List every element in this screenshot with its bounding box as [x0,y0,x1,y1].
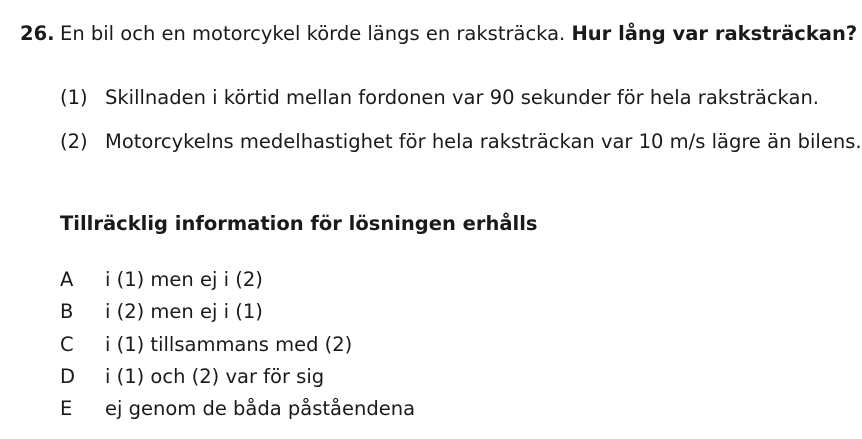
question [20,22,857,45]
statement-1 [60,86,819,109]
statement-number: (1) [60,86,88,109]
question-text: En bil och en motorcykel körde längs en raksträcka. [60,22,566,45]
option-b [60,300,263,323]
option-e [60,397,415,420]
statement-number: (2) [60,130,88,153]
option-letter: A [60,268,74,291]
option-a [60,268,263,291]
question-number: 26. [20,22,55,45]
option-letter: B [60,300,74,323]
option-text: i (2) men ej i (1) [105,300,263,323]
option-text: i (1) tillsammans med (2) [105,333,353,356]
statement-text: Skillnaden i körtid mellan fordonen var 90 sekunder för hela raksträckan. [105,86,820,109]
option-letter: E [60,397,73,420]
instruction-heading: Tillräcklig information för lösningen erhålls [60,212,538,235]
option-c [60,333,352,356]
option-text: i (1) och (2) var för sig [105,365,325,388]
statement-2 [60,130,862,153]
option-d [60,365,324,388]
question-prompt: Hur lång var raksträckan? [571,22,858,45]
statement-text: Motorcykelns medelhastighet för hela raksträckan var 10 m/s lägre än bilens. [105,130,862,153]
option-letter: C [60,333,74,356]
option-letter: D [60,365,76,388]
option-text: i (1) men ej i (2) [105,268,263,291]
option-text: ej genom de båda påståendena [105,397,416,420]
